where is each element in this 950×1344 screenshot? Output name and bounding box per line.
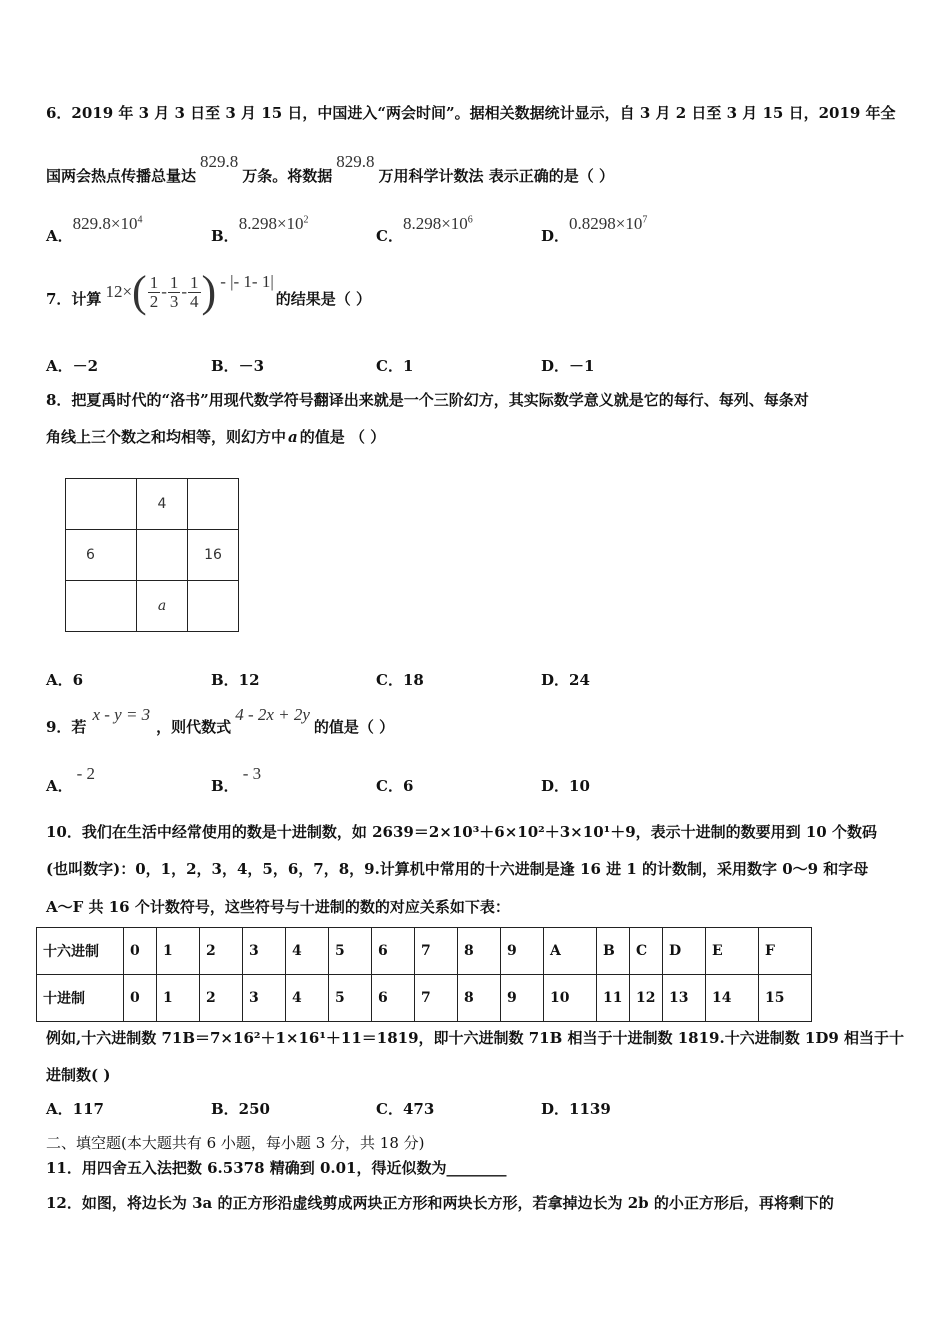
table-cell: D: [663, 928, 706, 975]
table-cell: 6: [372, 928, 415, 975]
table-cell: E: [706, 928, 759, 975]
option-label: B．: [211, 227, 239, 245]
q9-expression: 4 - 2x + 2y: [235, 705, 310, 724]
denominator: 2: [149, 291, 159, 311]
q8-text-b: 的值是 （ ）: [299, 428, 386, 446]
table-cell: 8: [458, 928, 501, 975]
table-cell: 3: [243, 975, 286, 1022]
table-cell: 1: [157, 975, 200, 1022]
table-cell: 2: [200, 975, 243, 1022]
numerator: 1: [190, 272, 199, 292]
q6-value-2: 829.8: [336, 152, 375, 171]
q9-prefix: 9．若: [46, 718, 87, 736]
q7-suffix: 的结果是（ ）: [275, 289, 371, 308]
q7-abs-part: - |- 1- 1|: [220, 272, 274, 291]
table-cell: 1: [157, 928, 200, 975]
option-math: [569, 214, 647, 233]
option-math: [239, 214, 309, 233]
fraction-1: [148, 274, 161, 311]
table-cell: 5: [329, 975, 372, 1022]
left-paren: (: [132, 267, 147, 316]
table-header-cell: 十六进制: [37, 928, 124, 975]
table-cell: C: [630, 928, 663, 975]
q8-text-a: 角线上三个数之和均相等，则幻方中: [46, 428, 287, 446]
table-cell: 8: [458, 975, 501, 1022]
table-cell: 13: [663, 975, 706, 1022]
table-cell: A: [544, 928, 597, 975]
right-paren: ): [201, 267, 217, 316]
table-cell: 0: [124, 975, 157, 1022]
q8-line1: 8．把夏禹时代的“洛书”用现代数学符号翻译出来就是一个三阶幻方，其实际数学意义就是它的每行、每列、每条对: [46, 391, 809, 409]
table-cell: 12: [630, 975, 663, 1022]
q10-line5: 进制数( ): [46, 1066, 111, 1084]
option-label: B．: [211, 777, 239, 795]
q8-line2: [46, 426, 385, 447]
option-label: C．: [376, 227, 403, 245]
table-cell: 7: [415, 928, 458, 975]
q10-option-d: D．1139: [541, 1100, 611, 1118]
magic-square: [65, 478, 239, 632]
table-row: [37, 975, 812, 1022]
q7-expression: [105, 267, 274, 316]
q6-text-a: 国两会热点传播总量达: [46, 167, 197, 185]
q9-condition: x - y = 3: [92, 705, 151, 724]
q6-text-c: 万用科学计数法 表示正确的是（ ）: [378, 167, 614, 185]
option-label: D．: [541, 227, 570, 245]
option-math: [73, 214, 143, 233]
magic-cell: 16: [188, 530, 239, 581]
magic-cell: 6: [66, 530, 137, 581]
fraction-2: [168, 274, 181, 311]
table-cell: 4: [286, 975, 329, 1022]
q12-line: 12．如图，将边长为 3a 的正方形沿虚线剪成两块正方形和两块长方形，若拿掉边长为 2b 的小正方形后，再将剩下的: [46, 1194, 834, 1212]
q9-option-c: C．6: [376, 777, 414, 795]
q6-value-1: 829.8: [200, 152, 239, 171]
q9-option-b: [211, 764, 262, 796]
option-label: A．: [46, 227, 73, 245]
section-heading: 二、填空题(本大题共有 6 小题，每小题 3 分，共 18 分): [46, 1134, 425, 1152]
numerator: 1: [169, 272, 179, 292]
numerator: 1: [149, 272, 159, 292]
q11-line: 11．用四舍五入法把数 6.5378 精确到 0.01，得近似数为________: [46, 1159, 507, 1177]
denominator: 4: [190, 291, 199, 311]
q8-option-c: C．18: [376, 671, 424, 689]
q8-option-b: B．12: [211, 671, 260, 689]
q7-prefix: 7．计算: [46, 289, 102, 308]
table-cell: 3: [243, 928, 286, 975]
q9-mid: ，则代数式: [156, 718, 232, 736]
q7-line: [46, 267, 371, 326]
q7-option-d: D．－1: [541, 357, 595, 375]
q9-option-a: [46, 764, 96, 796]
q9-option-d: D．10: [541, 777, 590, 795]
table-cell: 5: [329, 928, 372, 975]
table-cell: 2: [200, 928, 243, 975]
option-exponent: 2: [303, 214, 309, 226]
option-base: 8.298×10: [238, 214, 304, 233]
table-cell: 10: [544, 975, 597, 1022]
option-exponent: 6: [467, 214, 473, 226]
magic-cell: [188, 479, 239, 530]
magic-cell: [66, 479, 137, 530]
table-row: [37, 928, 812, 975]
hex-decimal-table: [36, 927, 812, 1022]
q7-option-a: A．－2: [46, 357, 99, 375]
q9-line: [46, 705, 395, 737]
magic-cell: 4: [137, 479, 188, 530]
denominator: 3: [169, 291, 179, 311]
table-cell: 0: [124, 928, 157, 975]
q9-suffix: 的值是（ ）: [313, 718, 395, 736]
minus-sign: -: [181, 282, 188, 301]
option-label: A．: [46, 777, 73, 795]
q8-option-a: A．6: [46, 671, 84, 689]
table-cell: 6: [372, 975, 415, 1022]
q8-option-d: D．24: [541, 671, 590, 689]
table-header-cell: 十进制: [37, 975, 124, 1022]
table-cell: F: [759, 928, 812, 975]
option-base: 8.298×10: [402, 214, 468, 233]
table-cell: 14: [706, 975, 759, 1022]
table-cell: 9: [501, 975, 544, 1022]
q10-option-c: C．473: [376, 1100, 435, 1118]
q7-option-b: B．－3: [211, 357, 265, 375]
table-cell: 7: [415, 975, 458, 1022]
option-value: - 2: [76, 764, 96, 783]
option-exponent: 7: [642, 214, 648, 226]
q10-line3: A～F 共 16 个计数符号，这些符号与十进制的数的对应关系如下表：: [46, 898, 510, 916]
table-cell: B: [597, 928, 630, 975]
option-base: 0.8298×10: [569, 214, 643, 233]
magic-cell: [66, 581, 137, 632]
option-base: 829.8×10: [72, 214, 138, 233]
q10-option-b: B．250: [211, 1100, 270, 1118]
q7-option-c: C．1: [376, 357, 414, 375]
fraction-3: [188, 274, 201, 311]
option-math: [403, 214, 473, 233]
q10-line1: 10．我们在生活中经常使用的数是十进制数，如 2639＝2×10³＋6×10²＋3×10¹＋9，表示十进制的数要用到 10 个数码: [46, 823, 877, 841]
q8-variable: a: [288, 428, 298, 446]
q10-line4: 例如,十六进制数 71B＝7×16²＋1×16¹＋11＝1819，即十六进制数 71B 相当于十进制数 1819.十六进制数 1D9 相当于十: [46, 1029, 905, 1047]
q6-line2: [46, 152, 614, 186]
q6-text-b: 万条。将数据: [242, 167, 333, 185]
minus-sign: -: [161, 282, 167, 301]
magic-cell: [188, 581, 239, 632]
table-cell: 4: [286, 928, 329, 975]
table-cell: 9: [501, 928, 544, 975]
q7-coefficient: 12×: [105, 282, 133, 301]
option-exponent: 4: [137, 214, 143, 226]
table-cell: 11: [597, 975, 630, 1022]
q10-option-a: A．117: [46, 1100, 104, 1118]
option-value: - 3: [242, 764, 262, 783]
magic-cell: a: [137, 581, 188, 632]
table-cell: 15: [759, 975, 812, 1022]
q10-line2: (也叫数字)：0，1，2，3，4，5，6，7，8，9.计算机中常用的十六进制是逢 16 进 1 的计数制，采用数字 0～9 和字母: [46, 860, 869, 878]
magic-cell: [137, 530, 188, 581]
q6-line1: 6．2019 年 3 月 3 日至 3 月 15 日，中国进入“两会时间”。据相关数据统计显示，自 3 月 2 日至 3 月 15 日，2019 年全: [46, 104, 896, 122]
